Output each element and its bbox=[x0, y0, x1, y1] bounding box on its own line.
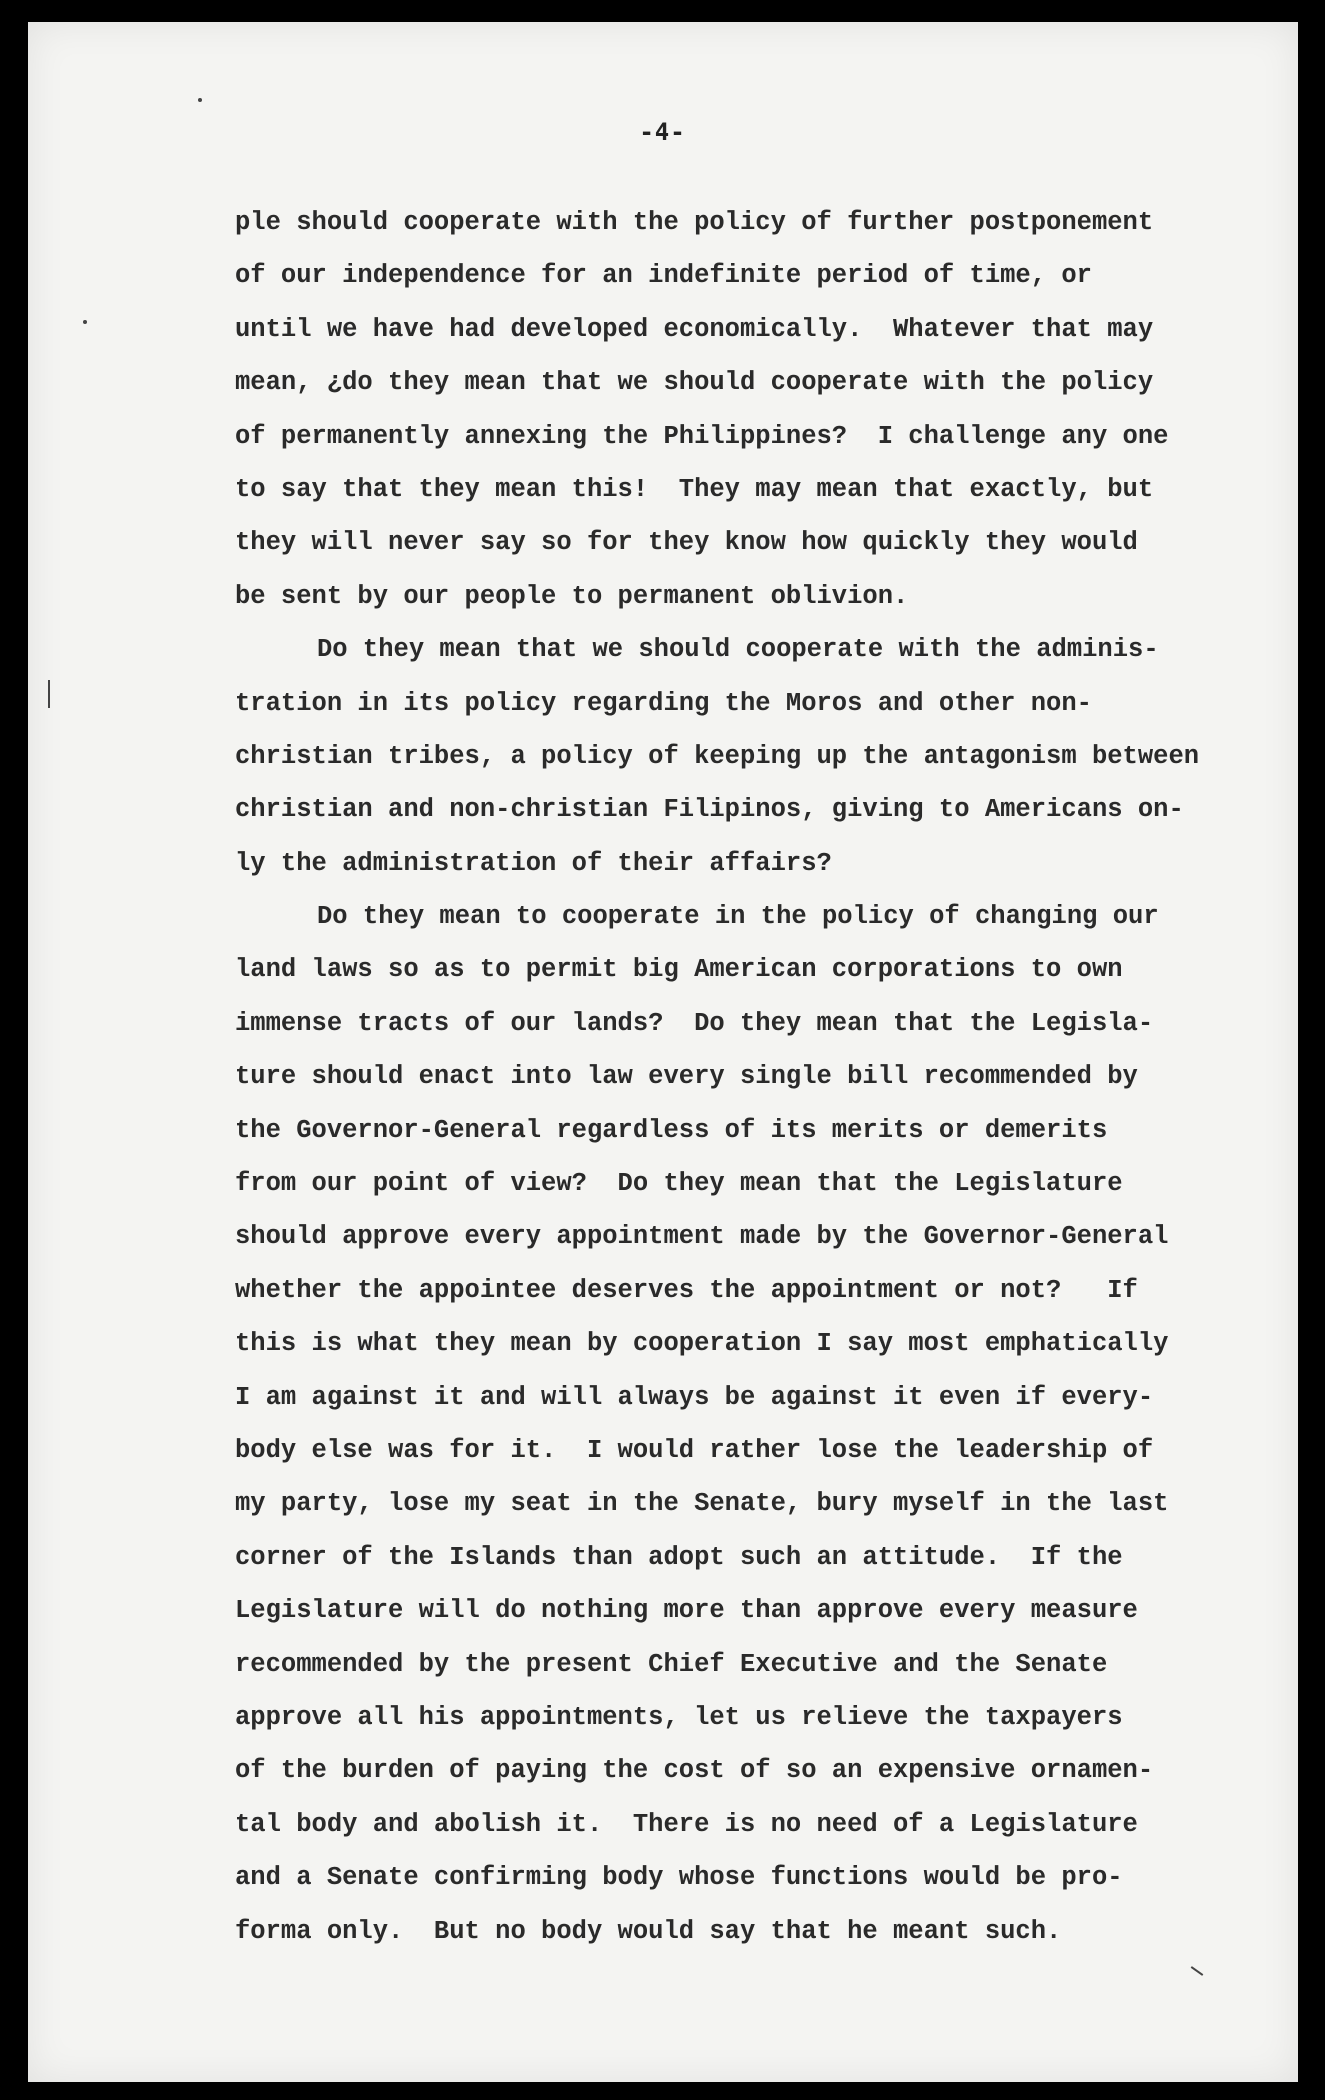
text-line: the Governor-General regardless of its merits or demerits bbox=[235, 1115, 1108, 1145]
text-line: should approve every appointment made by the Governor-General bbox=[235, 1222, 1169, 1252]
text-line: mean, ¿do they mean that we should cooperate with the policy bbox=[235, 368, 1154, 398]
text-line: Do they mean that we should cooperate with the adminis- bbox=[317, 635, 1159, 665]
text-line: corner of the Islands than adopt such an attitude. If the bbox=[235, 1542, 1123, 1572]
text-line: immense tracts of our lands? Do they mean that the Legisla- bbox=[235, 1008, 1154, 1038]
text-line: of permanently annexing the Philippines? I challenge any one bbox=[235, 421, 1169, 451]
text-line: be sent by our people to permanent oblivion. bbox=[235, 581, 909, 611]
text-line: Legislature will do nothing more than approve every measure bbox=[235, 1596, 1138, 1626]
text-line: christian and non-christian Filipinos, giving to Americans on- bbox=[235, 795, 1184, 825]
text-line: this is what they mean by cooperation I say most emphatically bbox=[235, 1329, 1169, 1359]
text-line: recommended by the present Chief Executive and the Senate bbox=[235, 1649, 1108, 1679]
text-line: and a Senate confirming body whose functions would be pro- bbox=[235, 1863, 1123, 1893]
text-line: forma only. But no body would say that he meant such. bbox=[235, 1916, 1062, 1946]
text-line: Do they mean to cooperate in the policy of changing our bbox=[317, 902, 1159, 932]
text-line: whether the appointee deserves the appointment or not? If bbox=[235, 1275, 1138, 1305]
text-line: ple should cooperate with the policy of further postponement bbox=[235, 208, 1154, 237]
text-line: my party, lose my seat in the Senate, bury myself in the last bbox=[235, 1489, 1169, 1519]
text-line: of the burden of paying the cost of so an expensive ornamen- bbox=[235, 1756, 1154, 1786]
text-line: from our point of view? Do they mean that the Legislature bbox=[235, 1169, 1123, 1199]
text-line: ly the administration of their affairs? bbox=[235, 848, 832, 878]
body-text bbox=[235, 196, 1245, 1958]
ink-speck bbox=[83, 320, 87, 324]
ink-speck bbox=[48, 680, 50, 708]
text-line: body else was for it. I would rather lose the leadership of bbox=[235, 1435, 1154, 1465]
text-line: of our independence for an indefinite period of time, or bbox=[235, 261, 1092, 291]
text-line: to say that they mean this! They may mean that exactly, but bbox=[235, 474, 1154, 504]
text-line: tration in its policy regarding the Moros and other non- bbox=[235, 688, 1092, 718]
text-line: tal body and abolish it. There is no need of a Legislature bbox=[235, 1809, 1138, 1839]
text-line: they will never say so for they know how quickly they would bbox=[235, 528, 1138, 558]
text-line: I am against it and will always be against it even if every- bbox=[235, 1382, 1154, 1412]
text-line: land laws so as to permit big American corporations to own bbox=[235, 955, 1123, 985]
page-number: -4- bbox=[639, 118, 686, 146]
text-line: ture should enact into law every single bill recommended by bbox=[235, 1062, 1138, 1092]
text-line: approve all his appointments, let us relieve the taxpayers bbox=[235, 1702, 1123, 1732]
text-line: christian tribes, a policy of keeping up the antagonism between bbox=[235, 741, 1200, 771]
ink-speck bbox=[198, 98, 202, 102]
text-line: until we have had developed economically. Whatever that may bbox=[235, 314, 1154, 344]
